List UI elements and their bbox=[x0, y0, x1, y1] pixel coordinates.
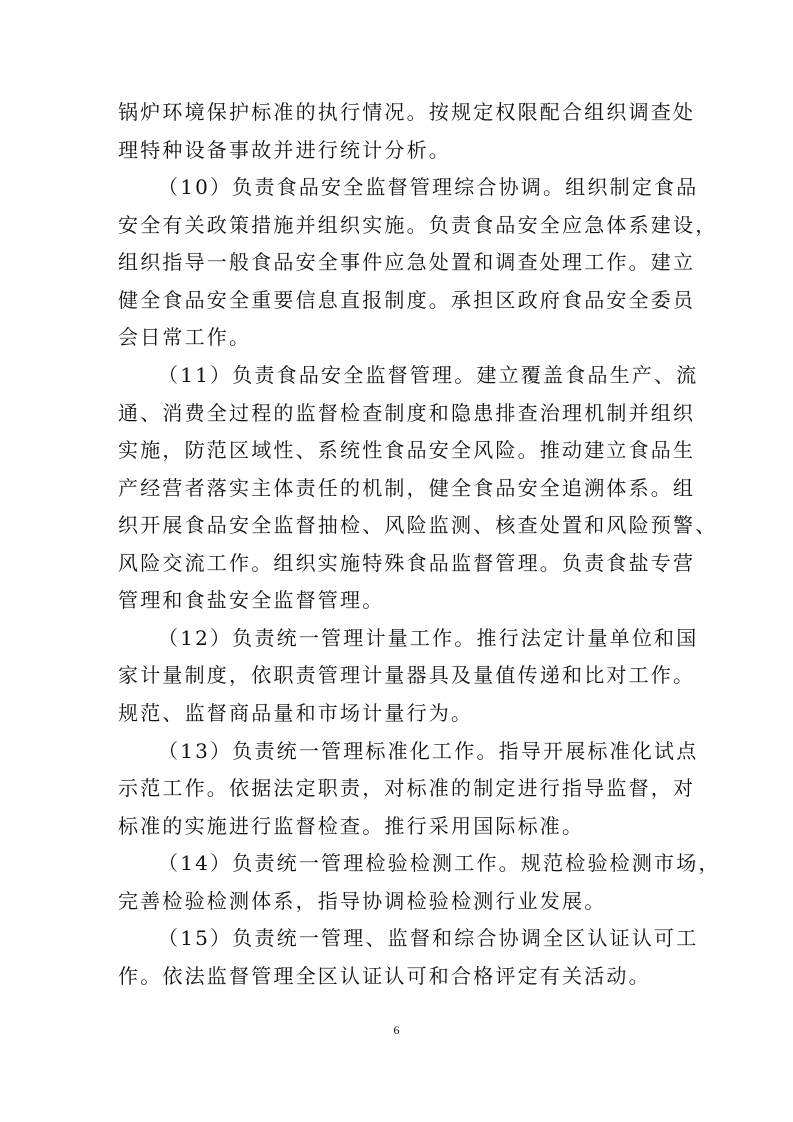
text-line: 管理和食盐安全监督管理。 bbox=[118, 588, 385, 612]
text-line: 会日常工作。 bbox=[118, 325, 252, 349]
paragraph-start-line: （15）负责统一管理、监督和综合协调全区认证认可工 bbox=[158, 926, 699, 950]
text-line: 织开展食品安全监督抽检、风险监测、核查处置和风险预警、 bbox=[118, 513, 718, 537]
text-line: 产经营者落实主体责任的机制，健全食品安全追溯体系。组 bbox=[118, 476, 696, 500]
paragraph-start-line: （13）负责统一管理标准化工作。指导开展标准化试点 bbox=[158, 739, 699, 763]
text-line: 示范工作。依据法定职责，对标准的制定进行指导监督，对 bbox=[118, 776, 696, 800]
paragraph-start-line: （14）负责统一管理检验检测工作。规范检验检测市场， bbox=[158, 851, 721, 875]
text-line: 实施，防范区域性、系统性食品安全风险。推动建立食品生 bbox=[118, 438, 696, 462]
text-line: 健全食品安全重要信息直报制度。承担区政府食品安全委员 bbox=[118, 288, 696, 312]
text-line: 规范、监督商品量和市场计量行为。 bbox=[118, 701, 474, 725]
text-line: 风险交流工作。组织实施特殊食品监督管理。负责食盐专营 bbox=[118, 551, 696, 575]
text-line: 组织指导一般食品安全事件应急处置和调查处理工作。建立 bbox=[118, 250, 696, 274]
text-line: 通、消费全过程的监督检查制度和隐患排查治理机制并组织 bbox=[118, 401, 696, 425]
text-line: 锅炉环境保护标准的执行情况。按规定权限配合组织调查处 bbox=[118, 100, 696, 124]
page-number: 6 bbox=[393, 1023, 400, 1037]
text-line: 完善检验检测体系，指导协调检验检测行业发展。 bbox=[118, 889, 607, 913]
paragraph-start-line: （10）负责食品安全监督管理综合协调。组织制定食品 bbox=[158, 175, 699, 199]
text-line: 安全有关政策措施并组织实施。负责食品安全应急体系建设， bbox=[118, 213, 718, 237]
text-line: 理特种设备事故并进行统计分析。 bbox=[118, 138, 451, 162]
text-line: 标准的实施进行监督检查。推行采用国际标准。 bbox=[118, 814, 585, 838]
text-line: 作。依法监督管理全区认证认可和合格评定有关活动。 bbox=[118, 964, 651, 988]
text-line: 家计量制度，依职责管理计量器具及量值传递和比对工作。 bbox=[118, 663, 696, 687]
paragraph-start-line: （12）负责统一管理计量工作。推行法定计量单位和国 bbox=[158, 626, 699, 650]
paragraph-start-line: （11）负责食品安全监督管理。建立覆盖食品生产、流 bbox=[158, 363, 699, 387]
